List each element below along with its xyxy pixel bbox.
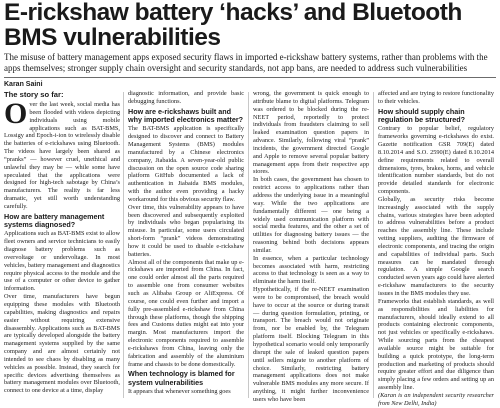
section-heading: How should supply chain regulation be structured?: [378, 106, 466, 124]
story-kicker: The story so far:: [4, 90, 64, 99]
article-deck: The misuse of battery management apps exposed security flaws in imported e-rickshaw battery systems, rather than problems with the apps themselves; stronger supply chain oversight and security standards, not app bans, are needed to address such vulnerabilities: [4, 52, 488, 73]
paragraph: Almost all of the components that make up e-rickshaws are imported from China. In fact, one could order almost all the parts required to assemble one from consumer websites such as Alibaba Group or AliExpress. Of course, one could even further and import a fully pre-assembled e-rickshaw from China through these platforms, though the shipping fees and Customs duties might eat into your margin. Most manufacturers import the electronic components required to assemble e-rickshaws from China, leaving only the fabrication and assembly of the aluminium frame and chassis to be done domestically.: [128, 258, 244, 368]
column-divider: [123, 92, 124, 398]
drop-cap: O: [4, 97, 28, 130]
paragraph: wrong, the government is quick enough to attribute blame to digital platforms. Telegram was ordered to be blocked during the re-NEET period, reportedly to protect individuals from fraudsters claiming to sell leaked examination question papers in advance. Similarly, following viral “prank” incidents, the government directed Google and Apple to remove several popular battery management apps from their respective app stores.: [253, 90, 369, 176]
paragraph: Hypothetically, if the re-NEET examination were to be compromised, the breach would have to occur at the source or during transit — during question formulation, printing, or transport. The breach would not originate from, nor be enabled by, the Telegram platform itself. Blocking Telegram in this hypothetical scenario would only temporarily disrupt the sale of leaked question papers until sellers migrate to another platform of choice. Similarly, restricting battery management applications does not make vulnerable BMS modules any more secure. If anything, it might further inconvenience users who have been: [253, 286, 369, 403]
article-headline: E-rickshaw battery ‘hacks’ and Bluetooth BMS vulnerabilities: [4, 0, 462, 51]
paragraph: The BAT-BMS application is specifically designed to discover and connect to Battery Management Systems (BMS) modules manufactured by a Chinese electronics company, Jiabaida. A seven-year-old public discussion on the open source code sharing platform GitHub documented a lack of authentication in Jiabaida BMS modules, with the author even providing a hacky workaround for this obvious security flaw.: [128, 125, 244, 203]
section-heading: How are battery management systems diagnosed?: [4, 211, 105, 230]
paragraph: In both cases, the government has chosen to restrict access to applications rather than address the underlying issue in a meaningful way. While the two applications are fundamentally different — one being a widely used communication platform with social media features, and the other a set of utilities for diagnosing battery issues — the reasoning behind both decisions appears similar.: [253, 176, 369, 254]
paragraph: affected and are trying to restore functionality to their vehicles.: [378, 90, 494, 105]
section-heading: When technology is blamed for system vulnerabilities: [128, 369, 235, 387]
article-byline: Karan Saini: [4, 81, 43, 88]
column-divider: [248, 92, 249, 398]
paragraph: Over time, manufacturers have begun equipping these modules with Bluetooth capabilities, making diagnostics and repairs easier without requiring extensive disassembly. Applications such as BAT-BMS are typically developed alongside the battery management systems supplied by the same company and are almost certainly not intended to see chaos by disabling as many vehicles as possible. Instead, they search for specific devices advertising themselves as battery management modules over Bluetooth, connect to one device at a time, display: [4, 293, 120, 395]
paragraph: It appears that whenever something goes: [128, 388, 231, 396]
article-column-3: [253, 90, 369, 401]
deck-divider: [4, 77, 496, 78]
article-column-4: [378, 90, 494, 407]
author-signoff: (Karan is an independent security researcher from New Delhi, India): [378, 391, 494, 407]
article-column-1: [4, 90, 120, 401]
paragraph: diagnostic information, and provide basic debugging functions.: [128, 90, 244, 105]
paragraph: Over time, this vulnerability appears to have been discovered and subsequently exploited by individuals who began popularising its misuse. In particular, some users circulated short-form “prank” videos demonstrating how it could be used to disable e-rickshaw batteries.: [128, 203, 244, 258]
paragraph: Contrary to popular belief, regulatory frameworks governing e-rickshaws do exist. Gazette notification GSR 709(E) dated 8.10.2014 and S.O. 2590(E) dated 8.10.2014 define requirements related to overall dimensions, tyres, brakes, horns, and vehicle identification number standards, but do not provide detailed standards for electronic components.: [378, 125, 494, 196]
paragraph: In essence, when a particular technology becomes associated with harm, restricting access to that technology is seen as a way to eliminate the harm itself.: [253, 254, 369, 286]
paragraph: Globally, as security risks become increasingly associated with the supply chains, various strategies have been adopted to address vulnerabilities before a product reaches the assembly line. These include vetting suppliers, auditing the firmware of electronic components, and tracing the origin and capabilities of individual parts. Such measures can be mandated through regulation. A simple Google search conducted seven years ago could have alerted e-rickshaw manufacturers to the security issues in the BMS modules they use.: [378, 195, 494, 297]
article-column-2: [128, 90, 244, 401]
lead-paragraph: ver the last week, social media has been flooded with videos depicting individuals using mobile applications such as BAT-BMS, Lossigy and Epoch-i-ion to wirelessly disable the batteries of e-rickshaws using Bluetooth. The videos have largely been shared as “pranks” — however cruel, unethical and unlawful they may be — while some have speculated that the applications were designed for high-tech sabotage by China’s manufacturers. The reality is far less dramatic, yet still worth understanding carefully.: [4, 101, 120, 210]
paragraph: Applications such as BAT-BMS exist to allow fleet owners and service technicians to easily diagnose battery problems such as overvoltage or undervoltage. In most vehicles, battery management and diagnostics require physical access to the module and the use of a computer or other device to gather information.: [4, 230, 120, 293]
section-heading: How are e-rickshaws built and why imported electronics matter?: [128, 106, 244, 124]
paragraph: Frameworks that establish standards, as well as responsibilities and liabilities for manufacturers, should ideally extend to all products containing electronic components, not just vehicles or specifically e-rickshaws. While sourcing parts from the cheapest available source might be suitable for building a quick prototype, the long-term production and marketing of products should require greater effort and due diligence than simply placing a few orders and setting up an assembly line.: [378, 297, 494, 392]
column-divider: [373, 92, 374, 398]
